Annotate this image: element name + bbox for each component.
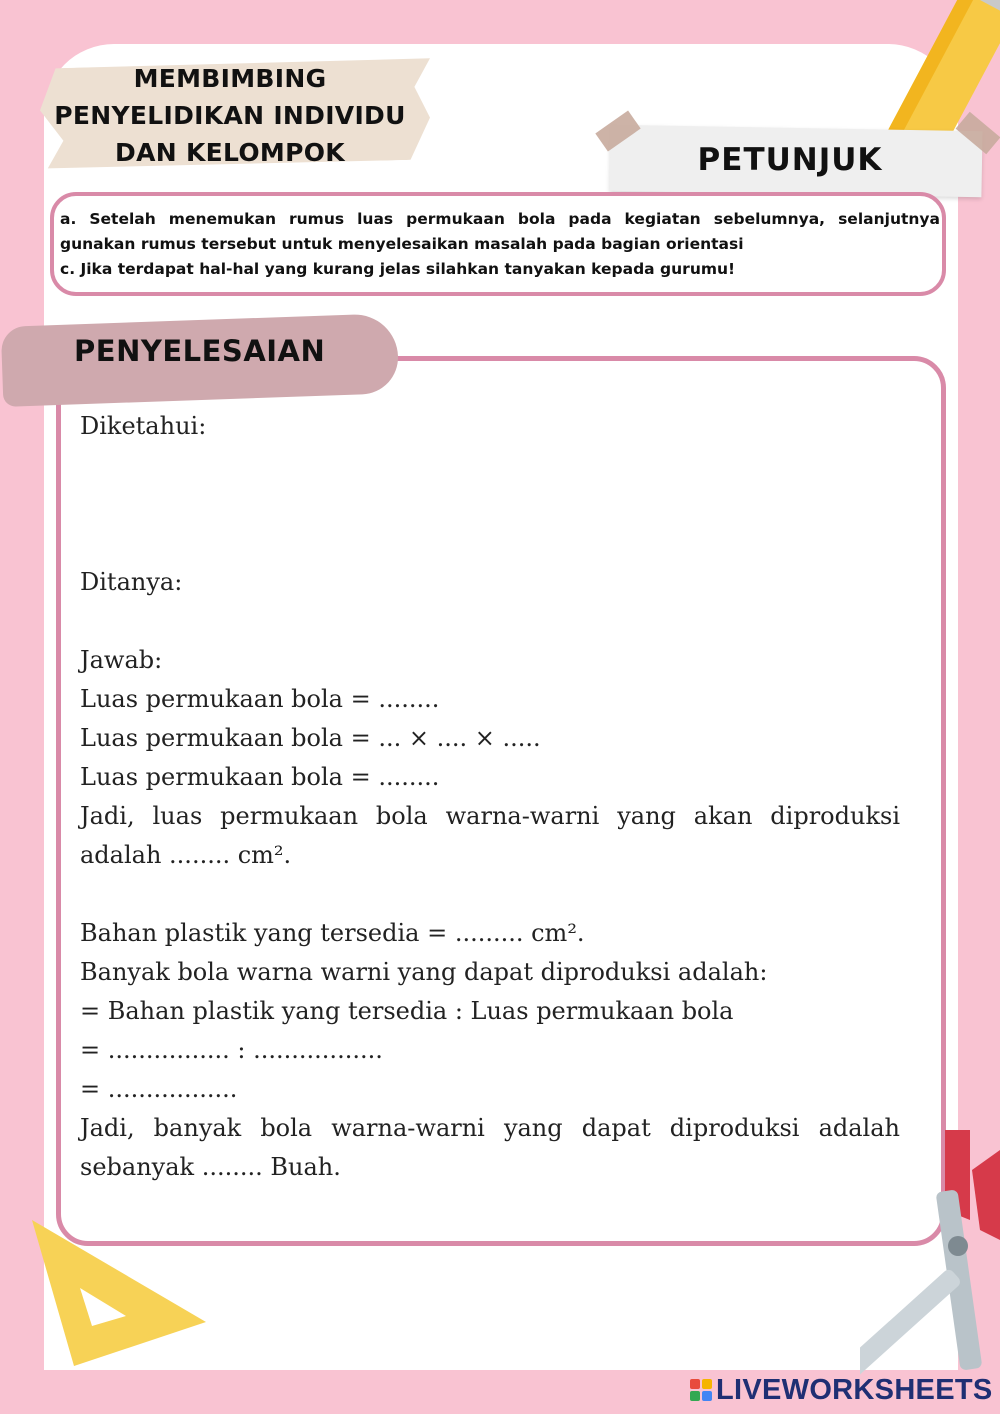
logo-tile-blue <box>702 1391 712 1401</box>
instructions-text <box>60 207 940 282</box>
formula-line-1: Luas permukaan bola = ........ <box>80 685 440 713</box>
title-line-3: DAN KELOMPOK <box>115 138 345 167</box>
ditanya-answer-area <box>80 602 900 641</box>
banyak-line: Banyak bola warna warni yang dapat diproduksi adalah: <box>80 958 768 986</box>
division-line-3: = ................. <box>80 1075 238 1103</box>
liveworksheets-logo-icon <box>690 1379 712 1401</box>
jawab-label: Jawab: <box>80 646 163 674</box>
liveworksheets-brand <box>690 1372 993 1408</box>
solution-title: PENYELESAIAN <box>74 334 326 368</box>
conclusion-count: Jadi, banyak bola warna-warni yang dapat diproduksi adalah sebanyak ........ Buah. <box>80 1114 900 1181</box>
title-line-2: PENYELIDIKAN INDIVIDU <box>54 101 406 130</box>
formula-line-2: Luas permukaan bola = ... × .... × ..... <box>80 724 541 752</box>
conclusion-surface-area: Jadi, luas permukaan bola warna-warni yang akan diproduksi adalah ........ cm². <box>80 802 900 869</box>
instruction-item-a: a. Setelah menemukan rumus luas permukaan bola pada kegiatan sebelumnya, selanjutnya gunakan rumus tersebut untuk menyelesaikan masalah pada bagian orientasi <box>60 210 940 253</box>
set-square-icon <box>30 1218 210 1368</box>
spacer <box>80 875 900 914</box>
division-line-1: = Bahan plastik yang tersedia : Luas permukaan bola <box>80 997 734 1025</box>
logo-tile-red <box>690 1379 700 1389</box>
division-line-2: = ................ : ................. <box>80 1036 383 1064</box>
title-line-1: MEMBIMBING <box>133 64 327 93</box>
page-title <box>40 60 420 171</box>
bahan-line: Bahan plastik yang tersedia = ......... cm². <box>80 919 585 947</box>
logo-tile-green <box>690 1391 700 1401</box>
solution-content <box>80 407 900 1187</box>
diketahui-label: Diketahui: <box>80 412 207 440</box>
brand-name: LIVEWORKSHEETS <box>716 1373 993 1406</box>
ditanya-label: Ditanya: <box>80 568 183 596</box>
formula-line-3: Luas permukaan bola = ........ <box>80 763 440 791</box>
logo-tile-yellow <box>702 1379 712 1389</box>
petunjuk-title: PETUNJUK <box>697 142 883 178</box>
instruction-item-c: c. Jika terdapat hal-hal yang kurang jelas silahkan tanyakan kepada gurumu! <box>60 260 736 278</box>
diketahui-answer-area <box>80 446 900 563</box>
scissors-icon <box>860 1130 1000 1390</box>
